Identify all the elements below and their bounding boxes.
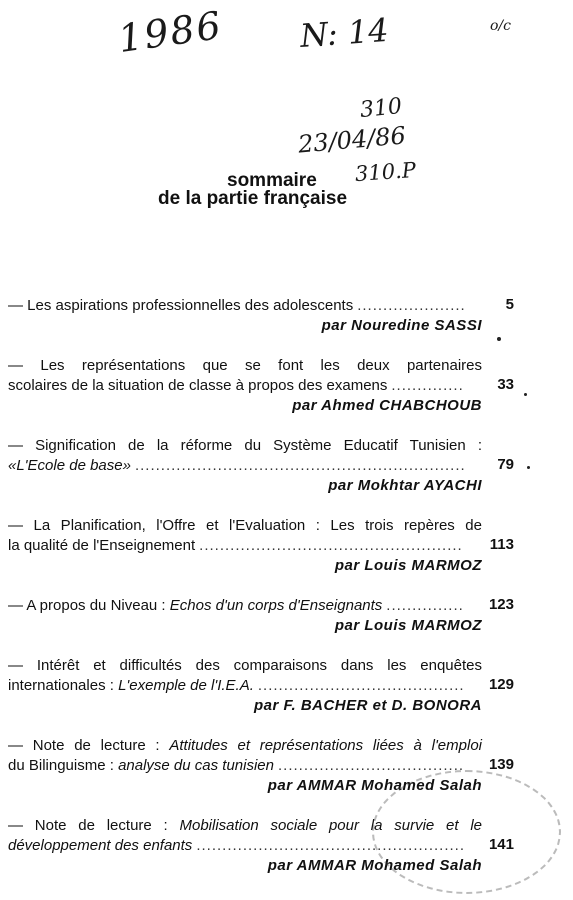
ink-speck [527, 466, 530, 469]
toc-entry-title-line: la qualité de l'Enseignement ..... [0, 536, 520, 556]
toc-entry [0, 356, 520, 416]
stamp-circle [372, 770, 561, 894]
heading-partie: de la partie française [158, 188, 348, 209]
toc-page-number: 141 [488, 836, 514, 853]
ink-speck [524, 393, 527, 396]
dot-leader [199, 536, 464, 556]
toc-author: par Louis MARMOZ [334, 617, 482, 634]
toc-entry-title-line: — Signification de la réforme du Système Educatif Tunisien : [8, 437, 482, 454]
dot-leader [135, 456, 464, 476]
toc-entry [0, 296, 520, 336]
toc-author: par Louis MARMOZ [334, 557, 482, 574]
toc-entry-title-line: développement des enfants ..... [0, 836, 520, 856]
toc-page-number: 129 [488, 676, 514, 693]
dot-leader [258, 676, 464, 696]
ink-speck [497, 337, 501, 341]
toc-entry-title-line: scolaires de la situation de classe à propos des examens ..... [0, 376, 520, 396]
handwritten-date: 23/04/86 [296, 121, 407, 159]
toc-page-number: 33 [497, 376, 514, 393]
toc-entry-title-line: — La Planification, l'Offre et l'Evaluation : Les trois repères de [8, 517, 482, 534]
toc-author: par Ahmed CHABCHOUB [292, 397, 482, 414]
toc-author: par AMMAR Mohamed Salah [267, 857, 482, 874]
toc-author: par F. BACHER et D. BONORA [253, 697, 482, 714]
toc-entry-title-line: — Les représentations que se font les deux partenaires [8, 357, 482, 374]
toc-author: par Nouredine SASSI [321, 317, 482, 334]
dot-leader [357, 296, 464, 316]
toc-entry [0, 656, 520, 716]
dot-leader [391, 376, 464, 396]
toc-entry [0, 516, 520, 576]
handwritten-code-a: 310 [358, 93, 404, 124]
toc-entry-title-line: «L'Ecole de base» ..... [0, 456, 520, 476]
toc-page-number: 79 [497, 456, 514, 473]
handwritten-number: N: 14 [298, 10, 390, 56]
toc-entry-title-line: — A propos du Niveau : Echos d'un corps d'Enseignants ..... [0, 596, 520, 616]
toc-entry-title-line: — Note de lecture : Mobilisation sociale pour la survie et le [8, 817, 483, 834]
heading-sommaire: sommaire [227, 170, 317, 191]
toc-page-number: 139 [488, 756, 514, 773]
toc-author: par Mokhtar AYACHI [328, 477, 482, 494]
handwritten-code-b: 310.P [354, 157, 417, 187]
toc-entry [0, 436, 520, 496]
dot-leader [386, 596, 464, 616]
toc-page-number: 113 [489, 536, 514, 553]
handwritten-year: 1986 [115, 2, 226, 62]
toc-entry-title-line: — Les aspirations professionnelles des adolescents ..... [0, 296, 520, 316]
toc-entry-title-line: — Note de lecture : Attitudes et représentations liées à l'emploi [8, 737, 482, 754]
toc-entry-title-line: internationales : L'exemple de l'I.E.A. ..... [0, 676, 520, 696]
handwritten-ref: o/c [490, 18, 511, 34]
toc-author: par AMMAR Mohamed Salah [267, 777, 482, 794]
toc-page-number: 5 [505, 296, 514, 313]
toc-entry-title-line: du Bilinguisme : analyse du cas tunisien ..... [0, 756, 520, 776]
toc-page-number: 123 [488, 596, 514, 613]
toc-entry-title-line: — Intérêt et difficultés des comparaisons dans les enquêtes [8, 657, 482, 674]
toc-entry [0, 596, 520, 636]
